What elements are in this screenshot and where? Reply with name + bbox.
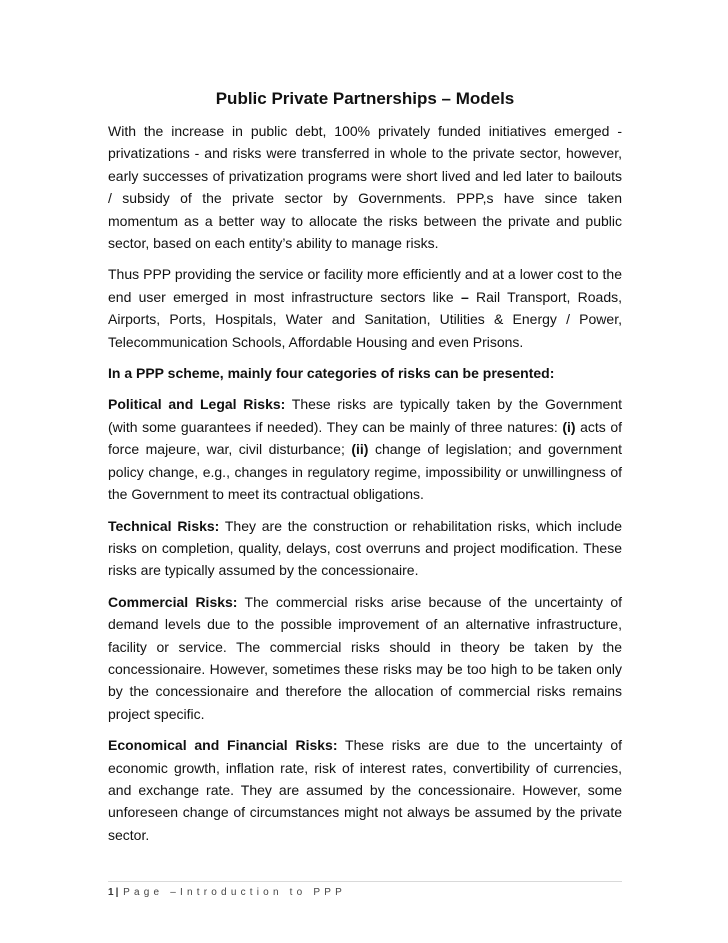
- page-footer: [108, 881, 622, 900]
- political-risks-text-c: change of legislation; and government policy change, e.g., changes in regulatory regime, impossibility or unwillingness of the Government to meet its contractual obligations.: [108, 441, 622, 503]
- economical-risks-text: These risks are due to the uncertainty of economic growth, inflation rate, risk of interest rates, convertibility of currencies, and exchange rate. They are assumed by the concessionaire. However, some unforeseen change of circumstances might not always be assumed by the private sector.: [108, 737, 623, 843]
- economical-risks-paragraph: [108, 734, 622, 846]
- political-risks-text-b: acts of force majeure, war, civil disturbance;: [108, 418, 623, 458]
- political-risks-text-a: These risks are typically taken by the Government (with some guarantees if needed). They can be mainly of three natures:: [108, 396, 623, 435]
- technical-risks-paragraph: [108, 515, 622, 582]
- technical-risks-text: They are the construction or rehabilitation risks, which include risks on completion, quality, delays, cost overruns and project modification. These risks are typically assumed by the concessionaire.: [108, 517, 623, 579]
- sectors-dash: –: [460, 288, 469, 305]
- technical-risks-label: Technical Risks:: [108, 517, 220, 534]
- footer-label: Page –Introduction to PPP: [123, 887, 347, 898]
- footer-separator: |: [115, 887, 119, 898]
- document-title: Public Private Partnerships – Models: [215, 89, 515, 108]
- sectors-list: Rail Transport, Roads, Airports, Ports, Hospitals, Water and Sanitation, Utilities & Energy / Power, Telecommunication Schools, Affordable Housing and even Prisons.: [108, 288, 623, 350]
- political-marker-ii: (ii): [351, 441, 369, 458]
- document-page: [108, 88, 622, 855]
- commercial-risks-label: Commercial Risks:: [108, 593, 238, 610]
- political-risks-label: Political and Legal Risks:: [108, 396, 286, 413]
- footer-page-number: 1: [108, 887, 114, 898]
- political-risks-paragraph: [108, 393, 622, 505]
- risks-heading: In a PPP scheme, mainly four categories of risks can be presented:: [108, 365, 555, 382]
- economical-risks-label: Economical and Financial Risks:: [108, 737, 338, 754]
- sectors-paragraph: [108, 263, 622, 353]
- intro-paragraph: With the increase in public debt, 100% privately funded initiatives emerged - privatizations - and risks were transferred in whole to the private sector, however, early successes of privatization programs were short lived and led later to bailouts / subsidy of the private sector by Governments. PPP,s have since taken momentum as a better way to allocate the risks between the private and public sector, based on each entity’s ability to manage risks.: [108, 123, 622, 252]
- commercial-risks-text: The commercial risks arise because of the uncertainty of demand levels due to the possible improvement of an alternative infrastructure, facility or service. The commercial risks should in theory be taken by the concessionaire. However, sometimes these risks may be too high to be taken only by the concessionaire and therefore the allocation of commercial risks remains project specific.: [108, 593, 622, 722]
- political-marker-i: (i): [562, 418, 576, 435]
- sectors-paragraph-text: Thus PPP providing the service or facility more efficiently and at a lower cost to the end user emerged in most infrastructure sectors like: [108, 266, 622, 305]
- commercial-risks-paragraph: [108, 591, 622, 725]
